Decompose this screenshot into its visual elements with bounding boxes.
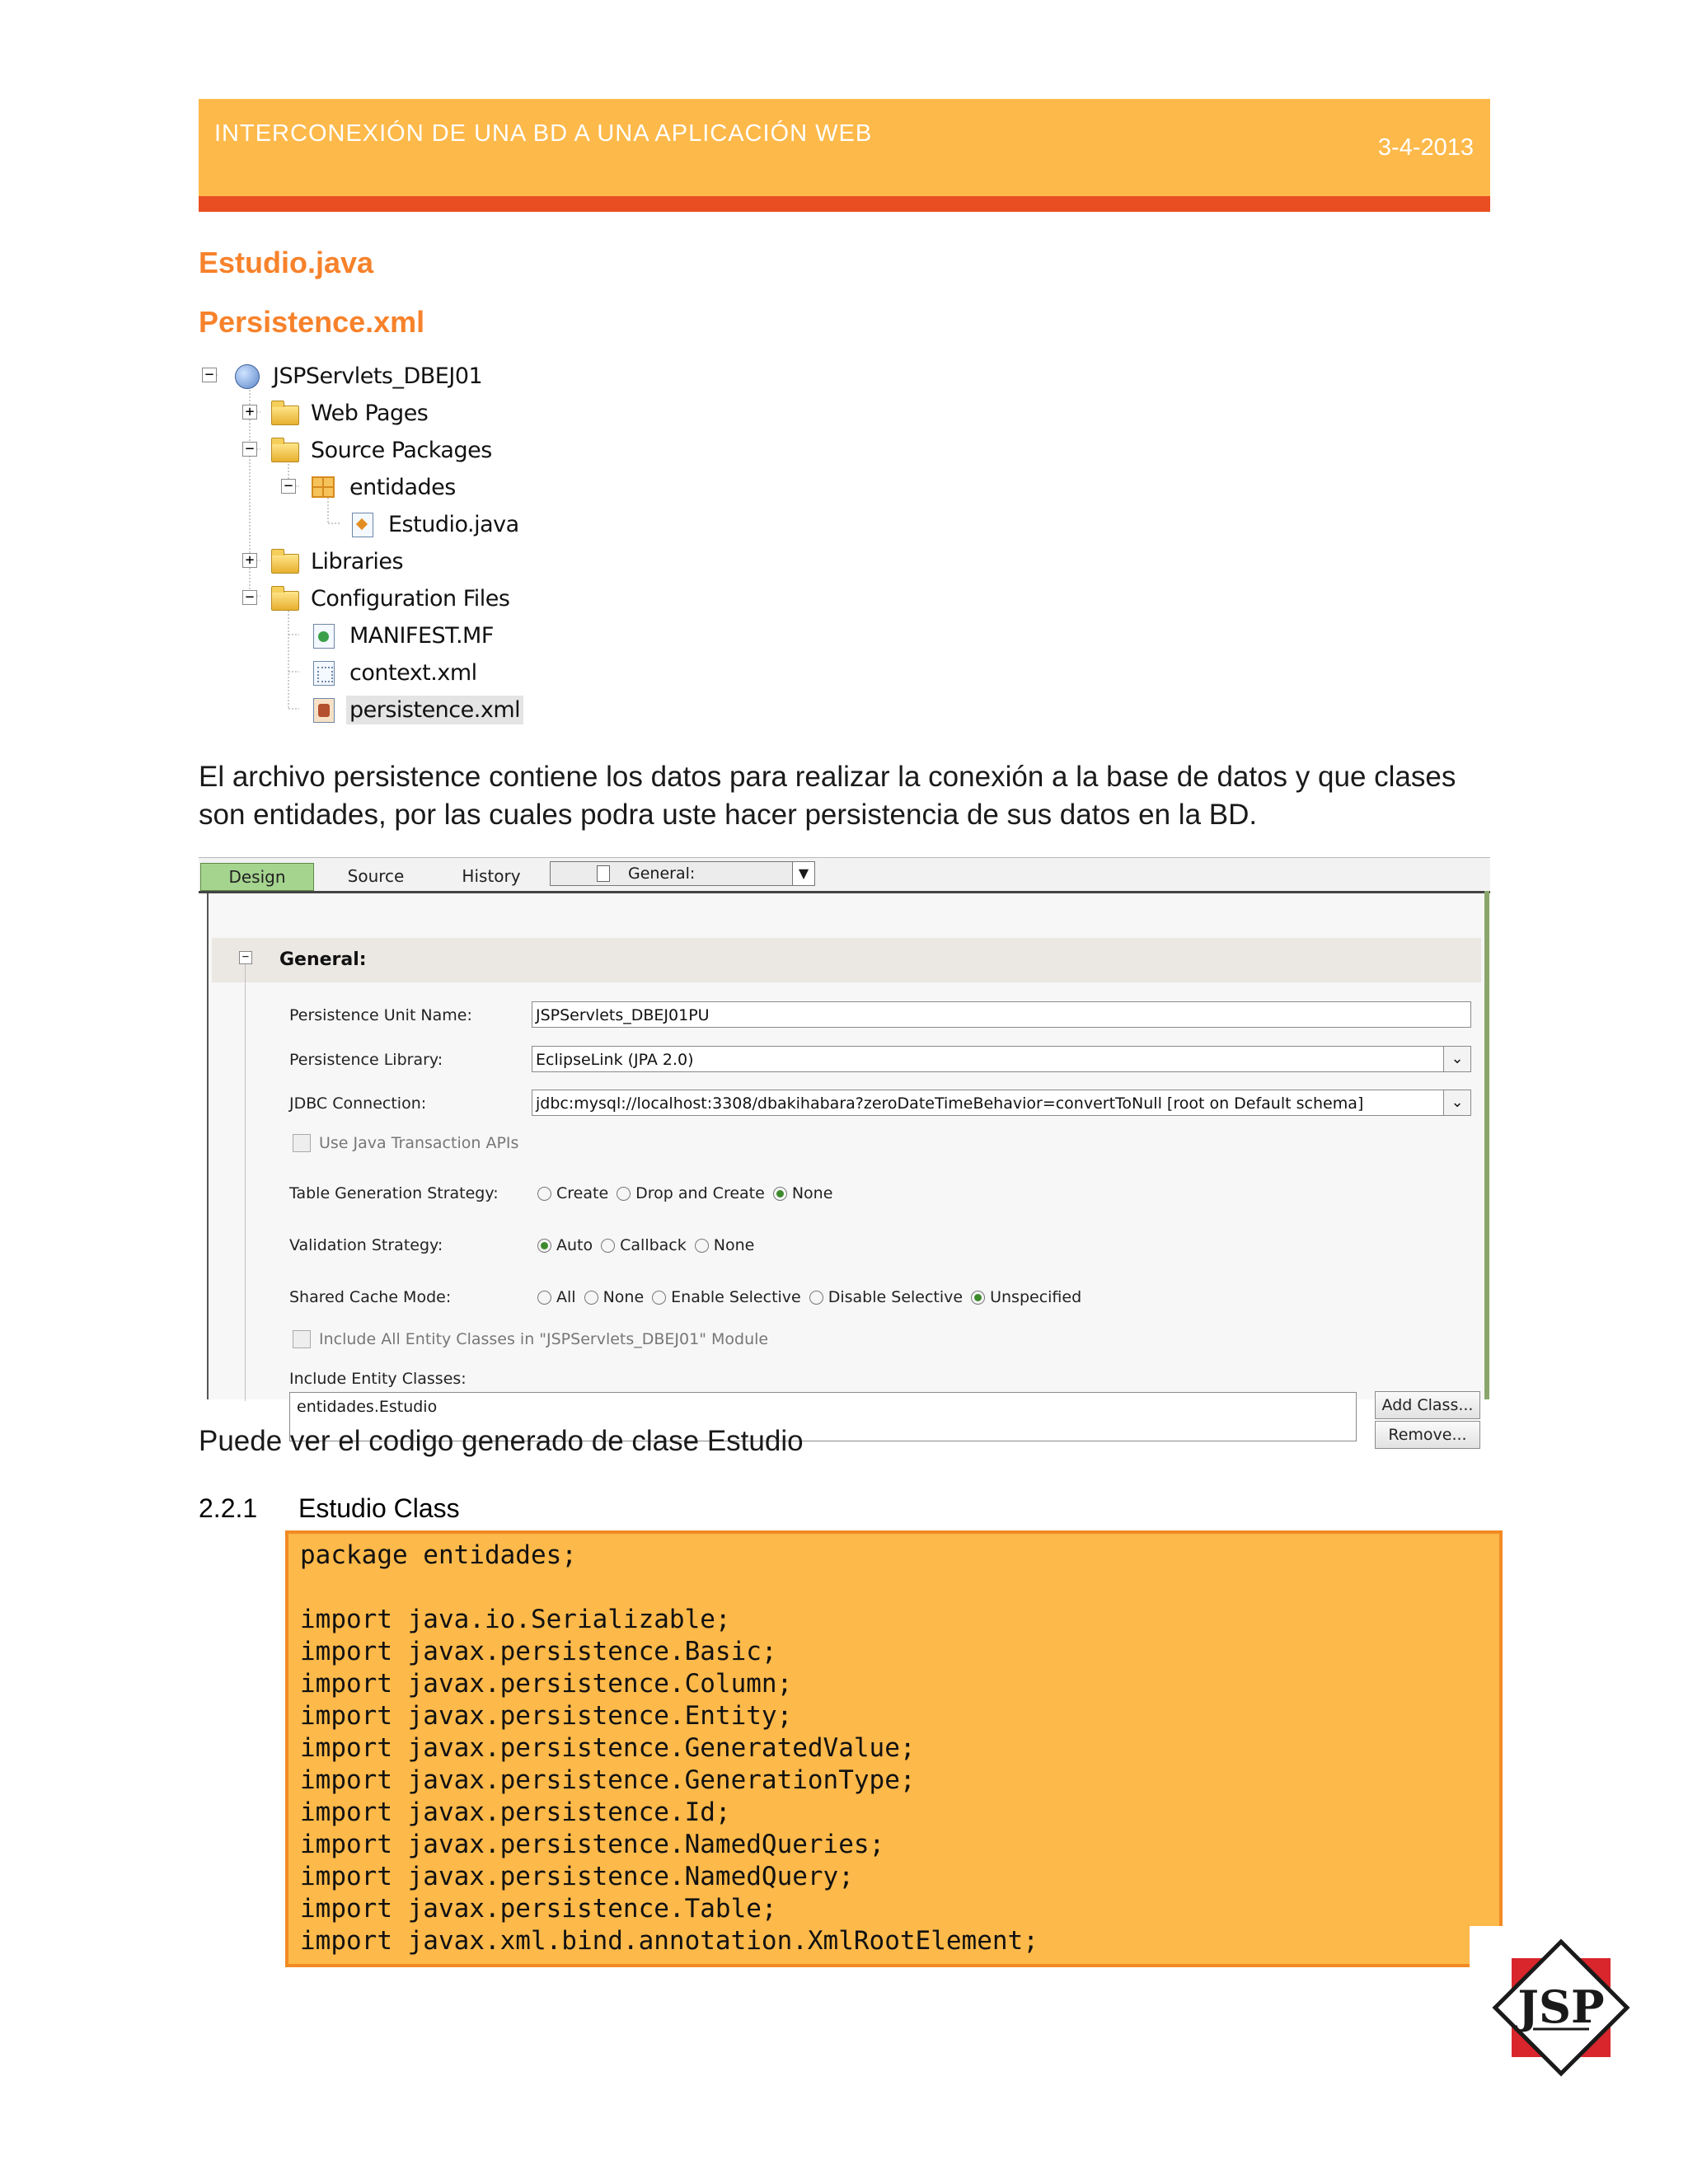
tree-item-manifest[interactable] [308, 618, 497, 653]
collapse-toggle[interactable]: − [202, 368, 217, 382]
section-select-value: General: [628, 865, 696, 883]
list-item[interactable]: entidades.Estudio [297, 1398, 438, 1416]
code-line: import javax.persistence.GenerationType; [300, 1765, 916, 1795]
tree-item-label: JSPServlets_DBEJ01 [273, 363, 483, 389]
paragraph-generated-code: Puede ver el codigo generado de clase Estudio [199, 1425, 804, 1457]
unit-name-input[interactable]: JSPServlets_DBEJ01PU [532, 1001, 1471, 1028]
code-line: import javax.xml.bind.annotation.XmlRootElement; [300, 1926, 1039, 1956]
table-generation-options [537, 1184, 841, 1202]
persistence-file-icon [308, 696, 338, 723]
xml-file-icon [308, 659, 338, 686]
collapse-section-toggle[interactable]: − [239, 951, 252, 964]
editor-scroll-edge [1484, 891, 1489, 1399]
collapse-toggle[interactable]: − [242, 590, 257, 605]
radio-drop-and-create[interactable]: Drop and Create [617, 1184, 765, 1202]
tree-item-web-pages[interactable] [270, 396, 431, 430]
jsp-logo [1490, 1937, 1632, 2079]
code-line: import javax.persistence.GeneratedValue; [300, 1733, 916, 1763]
jdbc-select[interactable] [532, 1090, 1471, 1116]
code-line: package entidades; [300, 1540, 577, 1570]
add-class-button[interactable]: Add Class... [1375, 1391, 1480, 1419]
tree-item-label: persistence.xml [346, 696, 523, 724]
include-classes-label: Include Entity Classes: [289, 1370, 467, 1388]
tab-design[interactable]: Design [200, 863, 314, 891]
section-title: Estudio Class [298, 1493, 460, 1523]
jdbc-label: JDBC Connection: [289, 1094, 427, 1113]
header-accent-bar [199, 196, 1490, 212]
tree-item-label: Configuration Files [311, 585, 510, 612]
code-line: import javax.persistence.Entity; [300, 1701, 793, 1731]
code-line: import javax.persistence.Basic; [300, 1637, 777, 1666]
logo-text: JSP [1517, 1980, 1605, 2033]
radio-none[interactable]: None [584, 1288, 645, 1306]
manifest-file-icon [308, 622, 338, 649]
library-select-value: EclipseLink (JPA 2.0) [536, 1051, 694, 1069]
tree-item-libraries[interactable] [270, 544, 406, 579]
radio-none[interactable]: None [773, 1184, 833, 1202]
library-select[interactable] [532, 1046, 1471, 1072]
remove-button[interactable]: Remove... [1375, 1421, 1480, 1449]
globe-icon [232, 363, 261, 389]
tree-item-label: Libraries [311, 548, 404, 574]
java-file-icon [347, 511, 377, 537]
tree-item-estudio-java[interactable] [347, 507, 523, 541]
radio-unspecified[interactable]: Unspecified [971, 1288, 1081, 1306]
jdbc-select-value: jdbc:mysql://localhost:3308/dbakihabara?zeroDateTimeBehavior=convertToNull [root on Default schema] [536, 1094, 1364, 1113]
chevron-down-icon[interactable]: ⌄ [1443, 1047, 1470, 1071]
code-line: import javax.persistence.Column; [300, 1669, 793, 1699]
library-label: Persistence Library: [289, 1051, 443, 1069]
checkbox-box [293, 1134, 311, 1152]
collapse-toggle[interactable]: − [281, 479, 296, 494]
folder-icon [270, 400, 299, 426]
document-icon [597, 865, 610, 882]
expand-toggle[interactable]: + [242, 553, 257, 568]
tree-item-label: Estudio.java [388, 511, 519, 537]
tree-item-configuration-files[interactable] [270, 581, 513, 616]
package-icon [308, 474, 338, 500]
header-title: INTERCONEXIÓN DE UNA BD A UNA APLICACIÓN WEB [214, 120, 873, 147]
paragraph-persistence-description: El archivo persistence contiene los datos para realizar la conexión a la base de datos y que clases son entidades, por las cuales podra uste hacer persistencia de sus datos en la BD. [199, 761, 1456, 831]
code-line: import javax.persistence.NamedQuery; [300, 1862, 854, 1891]
tree-item-persistence-xml[interactable] [308, 692, 523, 727]
unit-name-label: Persistence Unit Name: [289, 1006, 472, 1024]
radio-enable-selective[interactable]: Enable Selective [652, 1288, 801, 1306]
checkbox-box [293, 1330, 311, 1348]
section-number: 2.2.1 [199, 1493, 258, 1523]
section-select[interactable] [550, 861, 815, 886]
project-tree [199, 359, 545, 733]
heading-persistence-xml: Persistence.xml [199, 305, 425, 339]
collapse-toggle[interactable]: − [242, 442, 257, 457]
cache-mode-label: Shared Cache Mode: [289, 1288, 452, 1306]
editor-toolbar [199, 858, 1490, 893]
include-all-checkbox[interactable] [293, 1330, 768, 1348]
code-line: import java.io.Serializable; [300, 1605, 731, 1634]
chevron-down-icon[interactable]: ⌄ [1443, 1090, 1470, 1115]
code-line: import javax.persistence.Table; [300, 1894, 777, 1924]
radio-create[interactable]: Create [537, 1184, 608, 1202]
tab-source[interactable]: Source [347, 866, 405, 886]
tab-history[interactable]: History [462, 866, 521, 886]
code-line: import javax.persistence.NamedQueries; [300, 1830, 885, 1859]
table-generation-label: Table Generation Strategy: [289, 1184, 499, 1202]
code-line: import javax.persistence.Id; [300, 1797, 731, 1827]
tree-item-label: MANIFEST.MF [349, 622, 494, 649]
radio-disable-selective[interactable]: Disable Selective [809, 1288, 963, 1306]
jta-checkbox-label: Use Java Transaction APIs [319, 1134, 519, 1152]
validation-options [537, 1236, 762, 1254]
tree-item-project[interactable] [232, 359, 485, 393]
tree-item-context-xml[interactable] [308, 655, 481, 690]
tree-item-label: entidades [349, 474, 456, 500]
tree-item-label: Source Packages [311, 437, 492, 463]
radio-none[interactable]: None [695, 1236, 755, 1254]
radio-callback[interactable]: Callback [601, 1236, 687, 1254]
section-header [212, 938, 1481, 982]
heading-estudio-java: Estudio.java [199, 246, 374, 279]
radio-all[interactable]: All [537, 1288, 576, 1306]
folder-icon [270, 548, 299, 574]
header-date: 3-4-2013 [1377, 134, 1474, 161]
folder-icon [270, 437, 299, 463]
jta-checkbox[interactable] [293, 1134, 518, 1152]
section-guide-line [245, 964, 246, 1401]
tree-item-source-packages[interactable] [270, 433, 495, 467]
tree-item-entidades[interactable] [308, 470, 459, 504]
cache-mode-options [537, 1288, 1090, 1306]
folder-icon [270, 585, 299, 612]
tree-item-label: context.xml [349, 659, 477, 686]
chevron-down-icon[interactable]: ▼ [792, 862, 814, 885]
validation-label: Validation Strategy: [289, 1236, 443, 1254]
expand-toggle[interactable]: + [242, 405, 257, 419]
tree-item-label: Web Pages [311, 400, 429, 426]
section-title: General: [279, 949, 367, 970]
radio-auto[interactable]: Auto [537, 1236, 593, 1254]
code-block [285, 1530, 1503, 1967]
include-all-label: Include All Entity Classes in "JSPServlets_DBEJ01" Module [319, 1330, 769, 1348]
